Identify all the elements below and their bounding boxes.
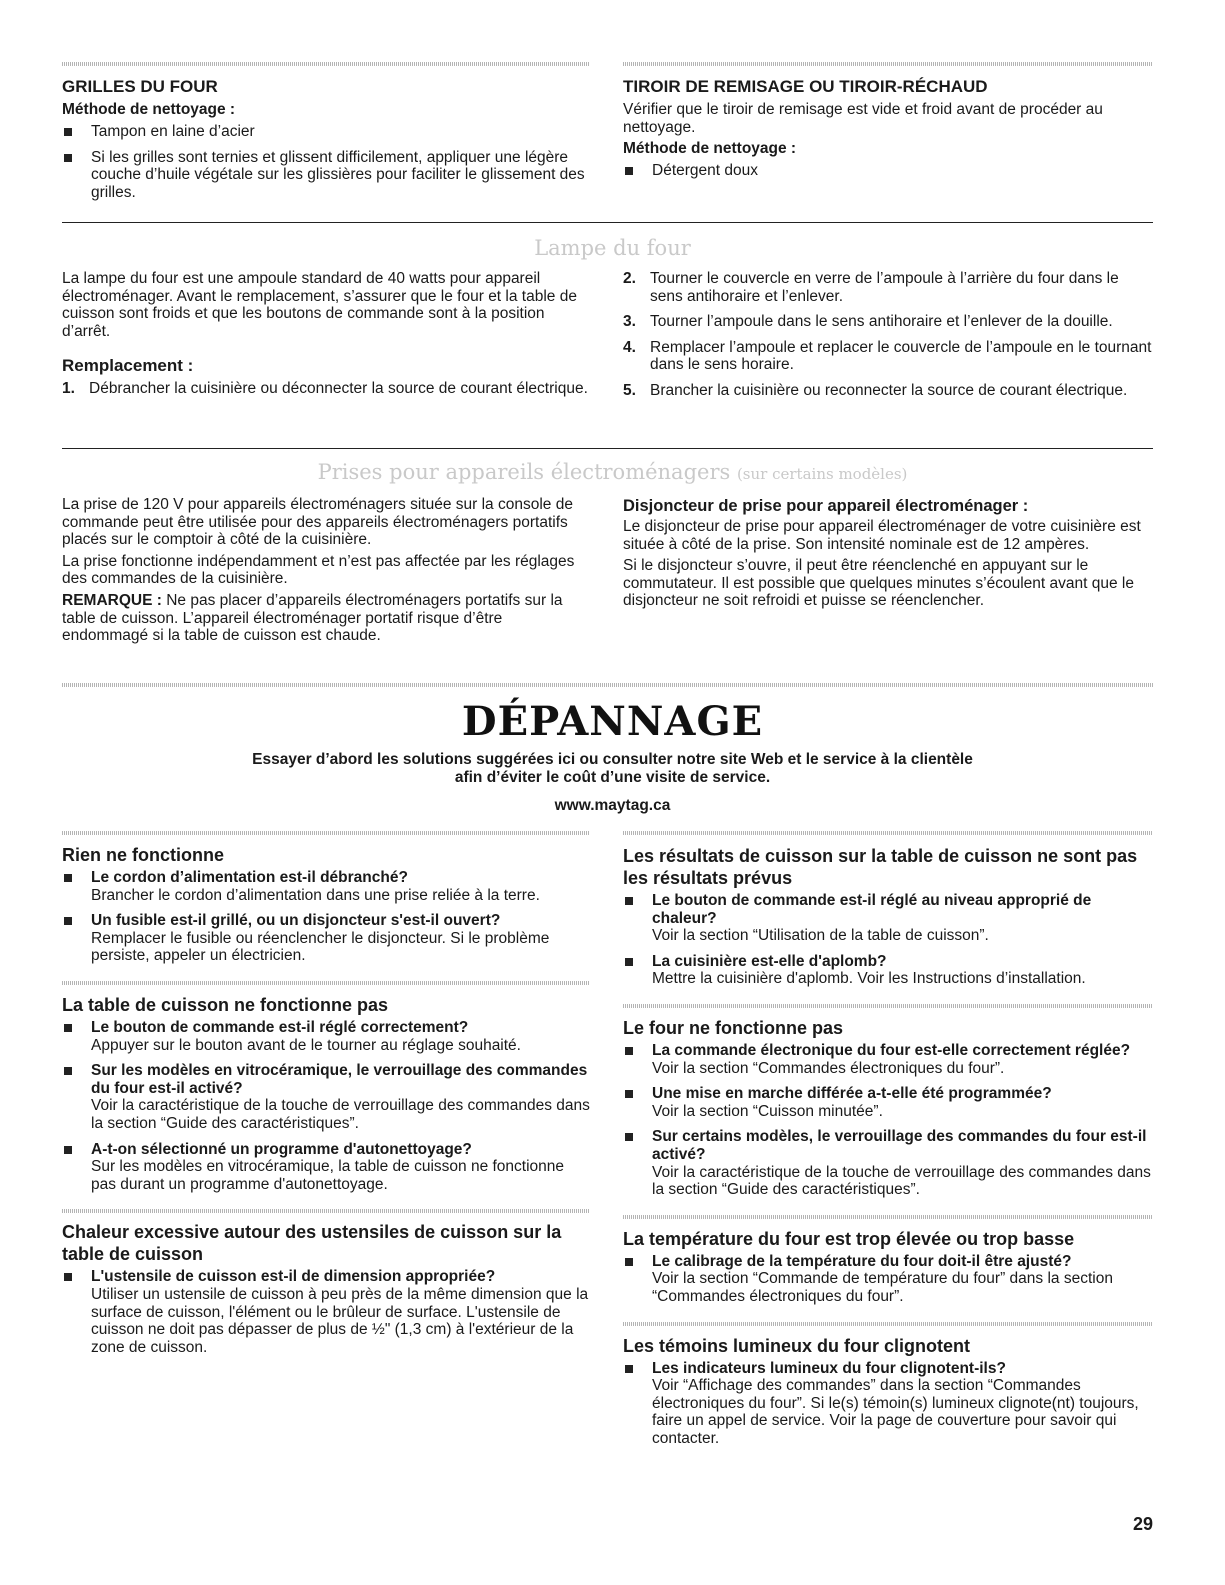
lampe-left <box>62 270 590 398</box>
depannage-intro: Essayer d’abord les solutions suggérées ici ou consulter notre site Web et le service à la clientèle afin d’éviter le coût d’une visite de service. <box>252 751 973 786</box>
bullet-square-icon <box>625 1090 633 1098</box>
bullet-square-icon <box>625 1047 633 1055</box>
section-rule <box>62 1209 590 1213</box>
section-rule <box>62 683 1153 687</box>
lampe-right <box>623 270 1153 400</box>
section-title: Chaleur excessive autour des ustensiles de cuisson sur la table de cuisson <box>62 1222 562 1265</box>
bullet-square-icon <box>625 1133 633 1141</box>
trouble-item: Sur les modèles en vitrocéramique, le verrouillage des commandes du four est-il activé? Voir la caractéristique de la touche de verrouillage des commandes dans la section “Guide des caractéristiques”. <box>62 1062 590 1132</box>
prises-p2: La prise fonctionne indépendamment et n’est pas affectée par les réglages des commandes de la cuisinière. <box>62 552 575 588</box>
top-rule-left <box>62 62 590 66</box>
bullet-square-icon <box>64 917 72 925</box>
prises-right <box>623 496 1153 610</box>
prises-left <box>62 496 590 645</box>
divider <box>62 448 1153 449</box>
trouble-item: Les indicateurs lumineux du four clignotent-ils? Voir “Affichage des commandes” dans la section “Commandes électroniques du four”. Si le(s) témoin(s) lumineux clignote(nt) toujours, faire un appel de service. Voir la page de couverture pour savoir qui contacter. <box>623 1360 1153 1448</box>
top-rule-right <box>623 62 1153 66</box>
grilles-title: GRILLES DU FOUR <box>62 77 218 96</box>
bullet-square-icon <box>64 1146 72 1154</box>
bullet-square-icon <box>64 1067 72 1075</box>
trouble-item: Une mise en marche différée a-t-elle été programmée? Voir la section “Cuisson minutée”. <box>623 1085 1153 1120</box>
prises-banner <box>0 460 1225 484</box>
remark-text: Ne pas placer d’appareils électroménagers portatifs sur la table de cuisson. L’appareil électroménager portatif risque d’être endommagé si la table de cuisson est chaude. <box>62 591 563 645</box>
section-rule <box>623 1322 1153 1326</box>
trouble-item: La commande électronique du four est-elle correctement réglée? Voir la section “Commandes électroniques du four”. <box>623 1042 1153 1077</box>
section-title: La température du four est trop élevée ou trop basse <box>623 1228 1075 1249</box>
section-rule <box>623 831 1153 835</box>
section-title: Rien ne fonctionne <box>62 845 224 865</box>
trouble-item: Le bouton de commande est-il réglé au niveau approprié de chaleur? Voir la section “Utilisation de la table de cuisson”. <box>623 892 1153 945</box>
trouble-item: Sur certains modèles, le verrouillage des commandes du four est-il activé? Voir la caractéristique de la touche de verrouillage des commandes dans la section “Guide des caractéristiques”. <box>623 1128 1153 1198</box>
lampe-step: 5. Brancher la cuisinière ou reconnecter la source de courant électrique. <box>623 381 1128 399</box>
section-title: Le four ne fonctionne pas <box>623 1017 844 1038</box>
section-rule <box>62 981 590 985</box>
grilles-section <box>62 76 590 201</box>
tiroir-section <box>623 76 1153 180</box>
tiroir-intro: Vérifier que le tiroir de remisage est vide et froid avant de procéder au nettoyage. <box>623 101 1103 136</box>
prises-banner-title: Prises pour appareils électroménagers <box>317 460 731 484</box>
bullet-square-icon <box>625 897 633 905</box>
section-title: La table de cuisson ne fonctionne pas <box>62 994 389 1015</box>
grilles-item: Tampon en laine d’acier <box>62 123 590 141</box>
lampe-step: 3. Tourner l’ampoule dans le sens antihoraire et l’enlever de la douille. <box>623 313 1113 331</box>
prises-banner-note: (sur certains modèles) <box>736 465 908 483</box>
trouble-item: A-t-on sélectionné un programme d'autonettoyage? Sur les modèles en vitrocéramique, la table de cuisson ne fonctionne pas durant un programme d'autonettoyage. <box>62 1141 590 1194</box>
bullet-square-icon <box>64 1273 72 1281</box>
disj-title: Disjoncteur de prise pour appareil électroménager : <box>623 497 1029 515</box>
grilles-method: Méthode de nettoyage : <box>62 101 236 118</box>
bullet-square-icon <box>64 154 72 162</box>
bullet-square-icon <box>625 1258 633 1266</box>
grilles-item: Si les grilles sont ternies et glissent difficilement, appliquer une légère couche d’huile végétale sur les glissières pour faciliter le glissement des grilles. <box>62 149 590 202</box>
lampe-step: 1. Débrancher la cuisinière ou déconnecter la source de courant électrique. <box>62 380 588 398</box>
lampe-intro: La lampe du four est une ampoule standard de 40 watts pour appareil électroménager. Avant le remplacement, s’assurer que le four et la table de cuisson sont froids et que les boutons de commande sont à la position d’arrêt. <box>62 270 577 340</box>
troubleshoot-right <box>623 831 1153 1447</box>
divider <box>62 222 1153 223</box>
bullet-square-icon <box>64 1024 72 1032</box>
tiroir-method: Méthode de nettoyage : <box>623 140 797 158</box>
tiroir-title: TIROIR DE REMISAGE OU TIROIR-RÉCHAUD <box>623 77 988 96</box>
depannage-title: DÉPANNAGE <box>461 698 764 745</box>
trouble-item: Le cordon d’alimentation est-il débranché? Brancher le cordon d’alimentation dans une prise reliée à la terre. <box>62 869 590 904</box>
bullet-square-icon <box>64 128 72 136</box>
lampe-banner: Lampe du four <box>534 236 691 260</box>
section-rule <box>623 1215 1153 1219</box>
prises-p1: La prise de 120 V pour appareils électroménagers située sur la console de commande peut être utilisée pour des appareils électroménagers portatifs placés sur le comptoir à côté de la cuisinière. <box>62 496 573 549</box>
troubleshoot-left <box>62 831 590 1356</box>
trouble-item: La cuisinière est-elle d'aplomb? Mettre la cuisinière d'aplomb. Voir les Instructions d’installation. <box>623 953 1153 988</box>
prises-remark <box>62 592 590 645</box>
disj-p1: Le disjoncteur de prise pour appareil électroménager de votre cuisinière est située à côté de la prise. Son intensité nominale est de 12 ampères. <box>623 518 1141 553</box>
page-number: 29 <box>1132 1514 1153 1534</box>
bullet-square-icon <box>625 958 633 966</box>
section-title: Les témoins lumineux du four clignotent <box>623 1335 971 1356</box>
bullet-square-icon <box>625 1365 633 1373</box>
bullet-square-icon <box>64 874 72 882</box>
trouble-item: L'ustensile de cuisson est-il de dimension appropriée? Utiliser un ustensile de cuisson à peu près de la même dimension que la surface de cuisson, l'élément ou le brûleur de surface. L'ustensile de cuisson ne doit pas dépasser de plus de ½" (1,3 cm) à l'extérieur de la zone de cuisson. <box>62 1268 590 1356</box>
remark-label: REMARQUE : <box>62 591 162 609</box>
section-rule <box>62 831 590 835</box>
disj-p2: Si le disjoncteur s’ouvre, il peut être réenclenché en appuyant sur le commutateur. Il est possible que quelques minutes s’écoulent avant que le disjoncteur ne soit refroidi et puisse se réenclencher. <box>623 557 1134 610</box>
lampe-step: 4. Remplacer l’ampoule et replacer le couvercle de l’ampoule en le tournant dans le sens horaire. <box>623 338 1152 374</box>
lampe-step: 2. Tourner le couvercle en verre de l’ampoule à l’arrière du four dans le sens antihoraire et l’enlever. <box>623 270 1119 305</box>
lampe-replacement-title: Remplacement : <box>62 356 194 376</box>
trouble-item: Le calibrage de la température du four doit-il être ajusté? Voir la section “Commande de température du four” dans la section “Commandes électroniques du four”. <box>623 1253 1153 1306</box>
website-link[interactable]: www.maytag.ca <box>554 797 671 814</box>
bullet-square-icon <box>625 167 633 175</box>
trouble-item: Le bouton de commande est-il réglé correctement? Appuyer sur le bouton avant de le tourner au réglage souhaité. <box>62 1019 590 1054</box>
section-rule <box>623 1004 1153 1008</box>
section-title: Les résultats de cuisson sur la table de cuisson ne sont pas les résultats prévus <box>623 846 1138 888</box>
tiroir-item: Détergent doux <box>623 162 1153 180</box>
trouble-item: Un fusible est-il grillé, ou un disjoncteur s'est-il ouvert? Remplacer le fusible ou réenclencher le disjoncteur. Si le problème persiste, appeler un électricien. <box>62 912 590 965</box>
